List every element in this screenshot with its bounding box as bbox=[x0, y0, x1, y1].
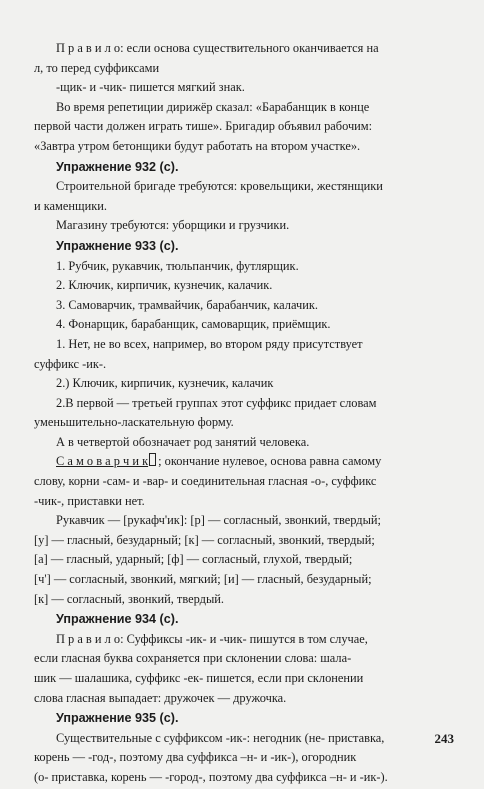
example-line: первой части должен играть тише». Бригадир объявил рабочим: bbox=[34, 119, 373, 134]
phonetic-line: [у] — гласный, безударный; [к] — согласный, звонкий, твердый; bbox=[34, 532, 375, 547]
exercise-933-list bbox=[34, 258, 454, 333]
morpheme-analysis bbox=[34, 453, 454, 509]
example-line: «Завтра утром бетонщики будут работать на втором участке». bbox=[34, 138, 361, 153]
list-item: 3. Самоварчик, трамвайчик, барабанчик, калачик. bbox=[56, 297, 318, 312]
answer-line: 2.) Ключик, кирпичик, кузнечик, калачик bbox=[56, 376, 274, 391]
example-line: Во время репетиции дирижёр сказал: «Барабанщик в конце bbox=[56, 99, 370, 114]
rule-block bbox=[34, 40, 454, 96]
answer-line: 1. Нет, не во всех, например, во втором ряду присутствует bbox=[56, 336, 363, 351]
morpheme-text: ; окончание нулевое, основа равна самому bbox=[158, 454, 382, 469]
exercise-934-body bbox=[34, 631, 454, 706]
answer-line: уменьшительно-ласкательную форму. bbox=[34, 415, 234, 430]
exercise-line: если гласная буква сохраняется при склонении слова: шала- bbox=[34, 651, 352, 666]
answer-line: А в четвертой обозначает род занятий человека. bbox=[56, 434, 310, 449]
exercise-935-body bbox=[34, 730, 454, 786]
exercise-line: (о- приставка, корень — -город-, поэтому два суффикса –н- и -ик-). bbox=[34, 769, 388, 784]
exercise-933-title: Упражнение 933 (с). bbox=[56, 238, 179, 253]
phonetic-line: [к] — согласный, звонкий, твердый. bbox=[34, 591, 225, 606]
list-item: 1. Рубчик, рукавчик, тюльпанчик, футлярщик. bbox=[56, 258, 299, 273]
phonetic-line: [а] — гласный, ударный; [ф] — согласный, глухой, твердый; bbox=[34, 552, 353, 567]
exercise-line: шик — шалашика, суффикс -ек- пишется, если при склонении bbox=[34, 671, 364, 685]
morpheme-line: слову, корни -сам- и -вар- и соединительная гласная -о-, суффикс bbox=[34, 474, 377, 489]
morpheme-line: -чик-, приставки нет. bbox=[34, 493, 145, 508]
exercise-line: корень — -год-, поэтому два суффикса –н- и -ик-), огородник bbox=[34, 750, 357, 765]
rule-line: П р а в и л о: если основа существительного оканчивается на bbox=[56, 41, 379, 55]
exercise-line: П р а в и л о: Суффиксы -ик- и -чик- пишутся в том случае, bbox=[56, 631, 368, 646]
answer-line: 2.В первой — третьей группах этот суффикс придает словам bbox=[56, 395, 377, 410]
list-item: 4. Фонарщик, барабанщик, самоварщик, приёмщик. bbox=[56, 317, 331, 332]
exercise-934-title: Упражнение 934 (с). bbox=[56, 612, 179, 627]
phonetic-line: [ч'] — согласный, звонкий, мягкий; [и] — гласный, безударный; bbox=[34, 572, 372, 587]
answer-line: суффикс -ик-. bbox=[34, 356, 107, 371]
exercise-line: Магазину требуются: уборщики и грузчики. bbox=[56, 218, 290, 233]
example-block bbox=[34, 99, 454, 155]
exercise-line: и каменщики. bbox=[34, 198, 107, 213]
page-content bbox=[34, 40, 454, 789]
rule-line: -щик- и -чик- пишется мягкий знак. bbox=[56, 80, 245, 95]
ending-box-icon bbox=[149, 453, 156, 466]
exercise-line: Существительные с суффиксом -ик-: негодник (не- приставка, bbox=[56, 730, 385, 745]
exercise-932-title: Упражнение 932 (с). bbox=[56, 159, 179, 174]
exercise-932-body bbox=[34, 178, 454, 234]
phonetic-line: Рукавчик — [рукафч'ик]: [р] — согласный, звонкий, твердый; bbox=[56, 513, 381, 528]
phonetic-analysis bbox=[34, 512, 454, 607]
exercise-933-answers bbox=[34, 336, 454, 451]
exercise-935-title: Упражнение 935 (с). bbox=[56, 711, 179, 726]
page-number: 243 bbox=[434, 731, 454, 746]
list-item: 2. Ключик, кирпичик, кузнечик, калачик. bbox=[56, 278, 273, 293]
morpheme-line bbox=[34, 453, 454, 470]
rule-line: л, то перед суффиксами bbox=[34, 60, 160, 75]
exercise-line: Строительной бригаде требуются: кровельщики, жестянщики bbox=[56, 179, 383, 194]
exercise-line: слова гласная выпадает: дружочек — дружочка. bbox=[34, 690, 287, 705]
analyzed-word: С а м о в а р ч и к bbox=[56, 454, 149, 469]
